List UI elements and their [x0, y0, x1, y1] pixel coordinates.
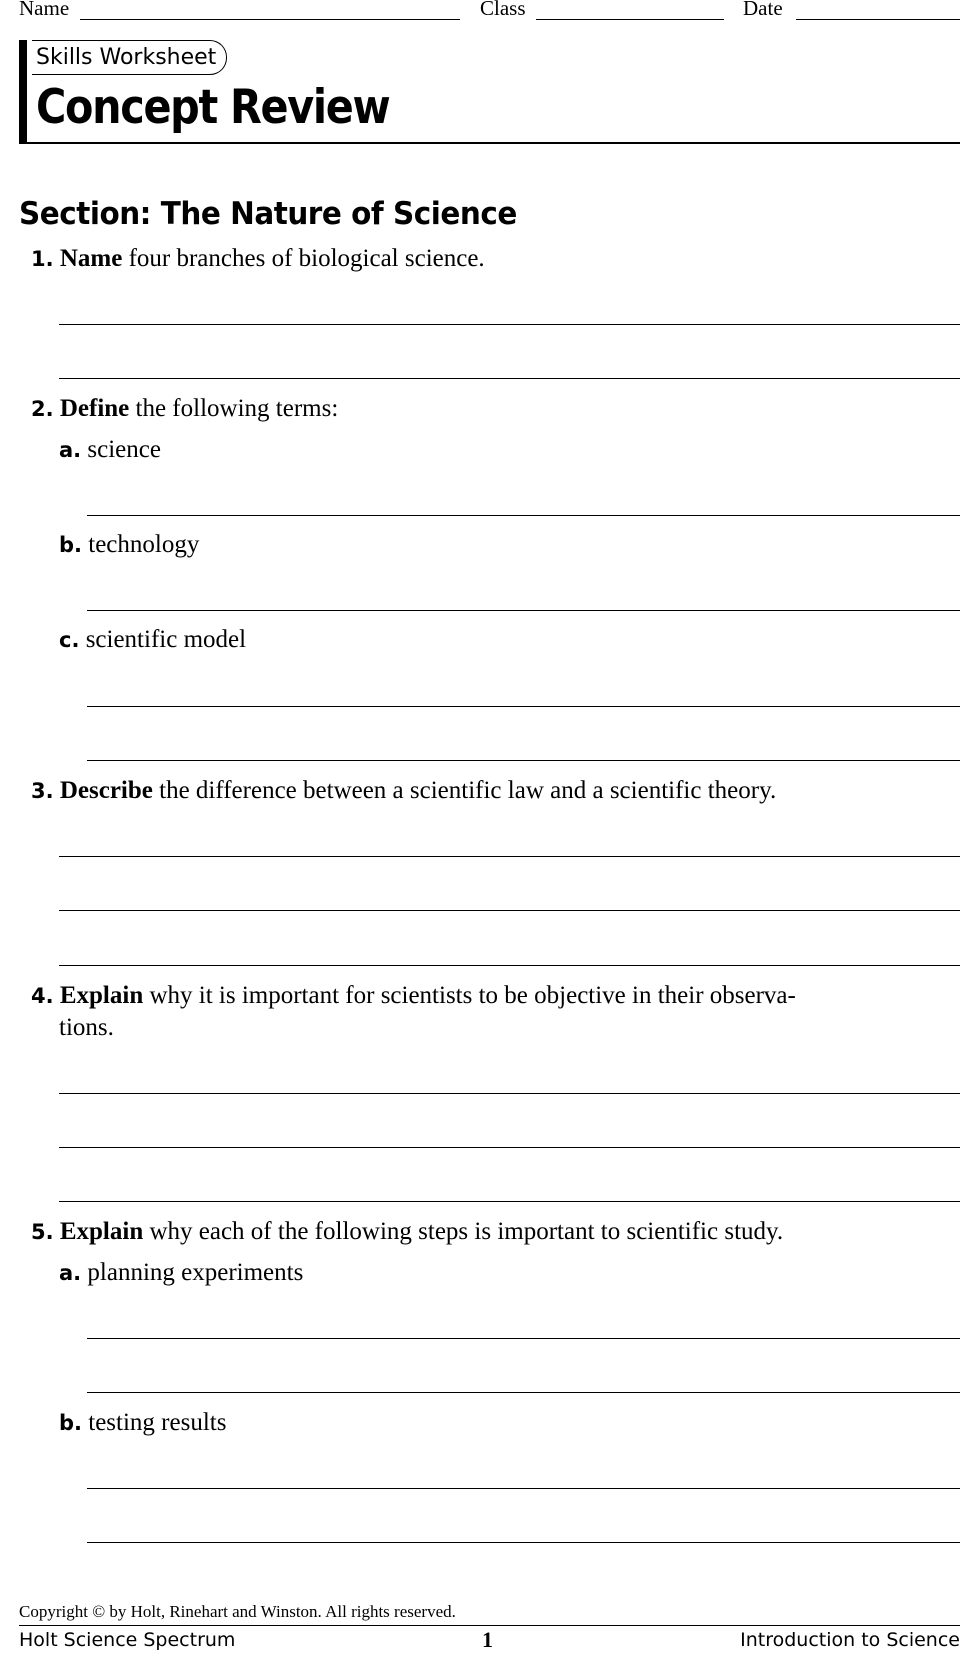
chapter-name: Introduction to Science	[740, 1629, 960, 1651]
answer-line[interactable]	[87, 515, 960, 516]
question-verb: Define	[59, 395, 130, 422]
answer-line[interactable]	[87, 610, 960, 611]
answer-line[interactable]	[59, 324, 960, 325]
answer-line[interactable]	[87, 1338, 960, 1339]
subquestion-5b: b. testing results	[59, 1409, 227, 1436]
question-verb: Describe	[59, 777, 153, 804]
question-1: 1. Name four branches of biological science.	[31, 245, 485, 272]
answer-line[interactable]	[59, 1093, 960, 1094]
title-rule	[19, 142, 960, 144]
answer-line[interactable]	[59, 910, 960, 911]
subquestion-2b: b. technology	[59, 531, 200, 558]
class-field[interactable]	[536, 19, 724, 20]
answer-line[interactable]	[59, 1147, 960, 1148]
answer-line[interactable]	[59, 378, 960, 379]
worksheet-tag: Skills Worksheet	[32, 40, 227, 75]
question-verb: Explain	[59, 982, 144, 1009]
answer-line[interactable]	[87, 1392, 960, 1393]
answer-line[interactable]	[59, 856, 960, 857]
answer-line[interactable]	[87, 1542, 960, 1543]
question-4: 4. Explain why it is important for scientists to be objective in their observa-	[31, 982, 796, 1009]
section-title: Section: The Nature of Science	[19, 196, 517, 232]
question-5: 5. Explain why each of the following steps is important to scientific study.	[31, 1218, 784, 1245]
publication-name: Holt Science Spectrum	[19, 1629, 236, 1651]
question-3: 3. Describe the difference between a scientific law and a scientific theory.	[31, 777, 777, 804]
question-2: 2. Define the following terms:	[31, 395, 339, 422]
title-bar	[19, 40, 27, 144]
class-label: Class	[480, 0, 526, 20]
date-field[interactable]	[796, 19, 960, 20]
answer-line[interactable]	[87, 760, 960, 761]
page-number: 1	[482, 1627, 493, 1652]
date-label: Date	[743, 0, 783, 20]
name-field[interactable]	[80, 19, 460, 20]
name-label: Name	[19, 0, 70, 20]
question-4-continued: tions.	[59, 1014, 114, 1041]
answer-line[interactable]	[59, 1201, 960, 1202]
subquestion-2a: a. science	[59, 436, 161, 463]
subquestion-2c: c. scientific model	[59, 626, 247, 653]
answer-line[interactable]	[87, 706, 960, 707]
question-verb: Explain	[59, 1218, 144, 1245]
page-title: Concept Review	[36, 80, 390, 135]
subquestion-5a: a. planning experiments	[59, 1259, 304, 1286]
footer-rule	[19, 1625, 960, 1626]
copyright-notice: Copyright © by Holt, Rinehart and Winston. All rights reserved.	[19, 1602, 456, 1621]
answer-line[interactable]	[59, 965, 960, 966]
question-verb: Name	[59, 245, 123, 272]
answer-line[interactable]	[87, 1488, 960, 1489]
